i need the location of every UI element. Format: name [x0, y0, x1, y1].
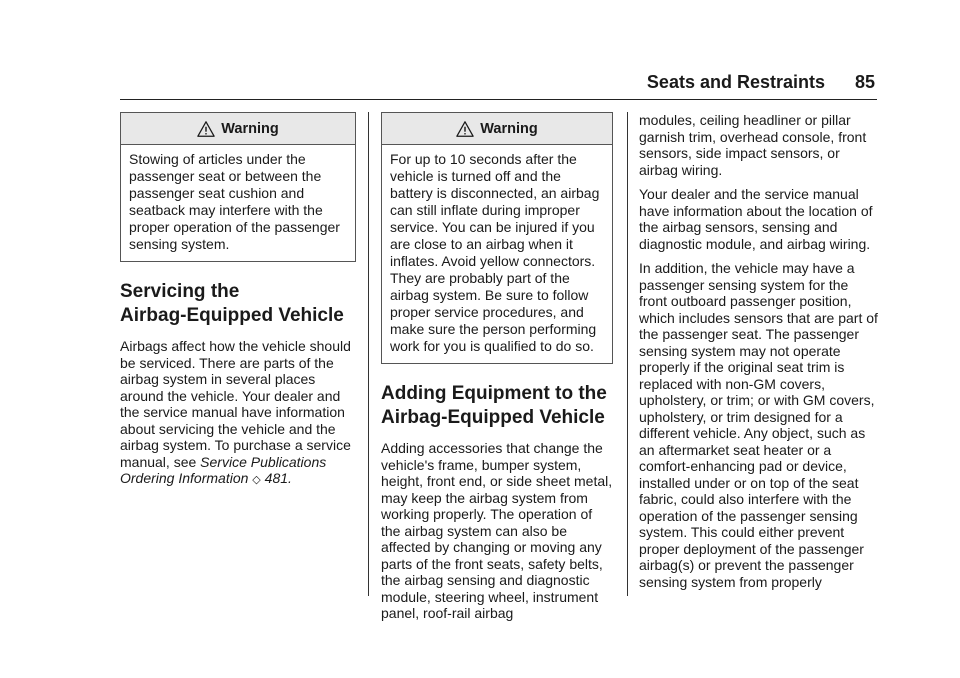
body-paragraph: modules, ceiling headliner or pillar garnish trim, overhead console, front sensors, side impact sensors, or airbag wiring. — [639, 112, 867, 178]
warning-label: Warning — [480, 120, 538, 137]
warning-header — [382, 113, 612, 145]
cross-reference-link[interactable]: Service Publications Ordering Information — [120, 453, 327, 486]
column-1 — [120, 112, 356, 497]
paragraph-text: Airbags affect how the vehicle should be serviced. There are parts of the airbag system in several places around the vehicle. Your dealer and the service manual have information about servicing the vehicle and the airbag system. To purchase a service manual, see — [120, 338, 351, 470]
warning-box — [120, 112, 356, 262]
heading-line: Airbag-Equipped Vehicle — [381, 407, 605, 428]
column-divider — [627, 112, 628, 596]
reference-period: . — [288, 470, 292, 486]
warning-triangle-icon — [456, 120, 474, 138]
reference-page[interactable]: 481 — [264, 470, 289, 486]
heading-line: Adding Equipment to the — [381, 383, 607, 404]
warning-label: Warning — [221, 120, 279, 137]
heading-line: Airbag-Equipped Vehicle — [120, 305, 344, 326]
body-paragraph — [120, 338, 356, 489]
body-paragraph: In addition, the vehicle may have a passenger sensing system for the front outboard passenger position, which includes sensors that are part of the passenger seat. The passenger sensing system may not operate properly if the original seat trim is replaced with non-GM covers, upholstery, or trim; or with GM covers, upholstery, or trim designed for a different vehicle. Any object, such as an aftermarket seat heater or a comfort-enhancing pad or device, installed under or on top of the seat fabric, could also interfere with the operation of the passenger sensing system. This could either prevent proper deployment of the passenger airbag(s) or prevent the passenger sensing system from properly — [639, 260, 878, 590]
column-3 — [639, 112, 879, 598]
warning-box — [381, 112, 613, 364]
warning-text: For up to 10 seconds after the vehicle is turned off and the battery is disconnected, an airbag can still inflate during improper service. You can be injured if you are close to an airbag when it inflates. Avoid yellow connectors. They are probably part of the airbag system. Be sure to follow proper service procedures, and make sure the person performing work for you is qualified to do so. — [390, 151, 600, 354]
column-2 — [381, 112, 613, 630]
section-heading — [120, 280, 356, 328]
reference-arrow-icon: ◇ — [252, 474, 261, 486]
body-paragraph: Your dealer and the service manual have information about the location of the airbag sensors, sensing and diagnostic module, and airbag wiring. — [639, 186, 873, 252]
warning-header — [121, 113, 355, 145]
warning-text: Stowing of articles under the passenger seat or between the passenger seat cushion and seatback may interfere with the proper operation of the passenger sensing system. — [129, 151, 340, 252]
body-paragraph: Adding accessories that change the vehicle's frame, bumper system, height, front end, or side sheet metal, may keep the airbag system from working properly. The operation of the airbag system can also be affected by changing or moving any parts of the front seats, safety belts, the airbag sensing and diagnostic module, steering wheel, instrument panel, roof-rail airbag — [381, 440, 613, 621]
warning-triangle-icon — [197, 120, 215, 138]
section-title: Seats and Restraints — [646, 72, 825, 92]
column-divider — [368, 112, 369, 596]
heading-line: Servicing the — [120, 281, 240, 302]
page-number: 85 — [854, 72, 875, 92]
section-heading — [381, 382, 613, 430]
page-header — [120, 72, 877, 100]
